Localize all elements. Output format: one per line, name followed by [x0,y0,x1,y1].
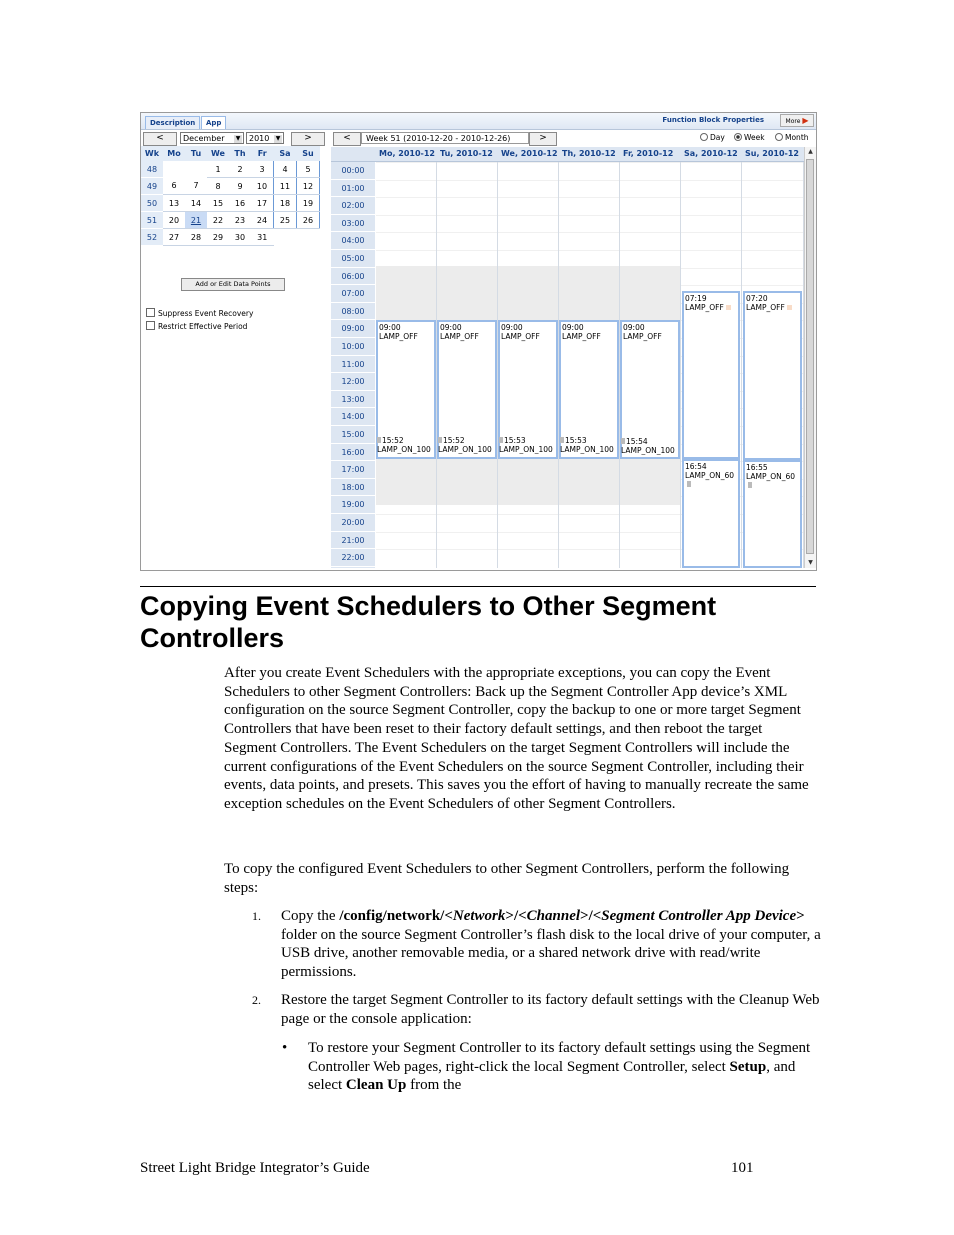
bullet-icon: • [282,1040,288,1056]
calendar-day[interactable]: 21 [185,212,207,229]
day-header: Th, 2010-12 [562,149,616,158]
hour-label: 17:00 [331,461,375,479]
scroll-down-icon[interactable]: ▼ [808,559,813,566]
event-end-time: 15:52 [382,435,404,445]
event-end-label: LAMP_ON_100 [499,445,553,455]
day-column[interactable] [559,162,620,568]
event-start-time: 07:19 [685,293,707,303]
calendar-header-cell: Th [229,146,251,161]
hour-gridline [498,532,558,533]
hour-gridline [559,250,619,251]
schedule-screenshot [140,112,817,571]
week-number[interactable]: 51 [141,212,163,229]
step-text: Copy the [281,908,340,924]
chevron-down-icon: ▼ [275,135,281,142]
radio-label: Week [744,133,765,142]
calendar-grid [141,146,320,246]
event-icon [726,305,731,310]
event-icon [438,437,442,443]
week-label: Week 51 (2010-12-20 - 2010-12-26) [361,132,529,144]
hour-label: 13:00 [331,391,375,409]
hour-gridline [681,215,741,216]
hour-label: 04:00 [331,232,375,250]
path-part: Segment Controller App Device [601,908,797,924]
step-number: 2. [252,993,261,1007]
bullet-1-text [308,1039,813,1095]
calendar-day [163,161,185,178]
event-end-time: 15:53 [504,436,526,446]
hour-gridline [620,549,680,550]
calendar-day[interactable]: 15 [207,195,229,212]
year-value: 2010 [249,134,270,143]
week-number[interactable]: 49 [141,178,163,195]
hour-gridline [742,250,803,251]
hour-gridline [620,180,680,181]
hour-gridline [498,162,558,163]
calendar-day[interactable]: 4 [274,161,297,178]
calendar-week-row [141,178,320,195]
calendar-day [185,161,207,178]
day-column[interactable] [437,162,498,568]
week-grid [376,162,804,568]
view-day-radio[interactable] [700,133,725,142]
event-start-label: LAMP_OFF [501,332,540,342]
hour-gridline [437,250,497,251]
path-part: Network [452,908,506,924]
schedule-event[interactable] [743,291,802,460]
hour-gridline [498,549,558,550]
calendar-header-cell: Fr [251,146,274,161]
calendar-day[interactable]: 14 [185,195,207,212]
calendar-day[interactable]: 26 [297,212,320,229]
month-select[interactable] [180,132,244,144]
hour-gridline [376,549,436,550]
hour-label: 20:00 [331,514,375,532]
hour-label: 11:00 [331,356,375,374]
event-end-label: LAMP_ON_100 [377,444,431,454]
hour-gridline [620,232,680,233]
week-navigation [331,130,816,145]
event-start-label: LAMP_OFF [685,302,724,312]
checkbox-label: Restrict Effective Period [158,322,248,331]
hour-label: 15:00 [331,426,375,444]
event-icon [787,305,792,310]
week-number[interactable]: 50 [141,195,163,212]
hour-gridline [376,514,436,515]
calendar-header-cell: We [207,146,229,161]
hour-gridline [681,285,741,286]
hour-gridline [437,549,497,550]
event-end-time: 15:53 [565,436,587,446]
event-end-label: LAMP_ON_100 [621,445,675,455]
calendar-day[interactable]: 28 [185,229,207,246]
step-number: 1. [252,909,261,923]
event-end-marker[interactable] [438,436,497,454]
day-header: Su, 2010-12 [745,149,799,158]
week-number[interactable]: 52 [141,229,163,246]
calendar-day[interactable]: 10 [251,178,274,195]
event-start-time: 09:00 [562,323,584,333]
calendar-day[interactable]: 6 [163,178,185,195]
hour-gridline [376,232,436,233]
hour-gridline [559,180,619,181]
calendar-header-cell: Su [297,146,320,161]
section-rule [140,586,816,587]
event-end-label: LAMP_ON_100 [438,444,492,454]
steps-intro-paragraph: To copy the configured Event Schedulers to other Segment Controllers, perform the following steps: [224,861,790,896]
hour-gridline [376,180,436,181]
calendar-day[interactable]: 18 [274,195,297,212]
step-1-text [281,907,821,982]
day-column[interactable] [376,162,437,568]
hour-gridline [620,250,680,251]
hour-label: 03:00 [331,215,375,233]
day-column[interactable] [498,162,559,568]
hour-gridline [742,285,803,286]
event-end-label: LAMP_ON_60 [685,471,735,481]
hour-gridline [498,215,558,216]
month-value: December [183,134,225,143]
hour-label: 02:00 [331,197,375,215]
week-number[interactable]: 48 [141,161,163,178]
event-start-label: LAMP_OFF [562,332,601,342]
event-icon [621,438,625,444]
event-end-time: 15:52 [443,435,465,445]
calendar-day[interactable]: 17 [251,195,274,212]
calendar-header-cell: Wk [141,146,163,161]
calendar-day [274,229,297,246]
day-header: Sa, 2010-12 [684,149,738,158]
event-start-label: LAMP_OFF [379,332,418,342]
calendar-day[interactable]: 22 [207,212,229,229]
schedule-event[interactable] [743,460,802,568]
event-start-label: LAMP_OFF [746,303,785,313]
schedule-event[interactable] [682,459,740,568]
hour-gridline [559,215,619,216]
hour-gridline [620,514,680,515]
hour-gridline [559,197,619,198]
view-week-radio[interactable] [734,133,765,142]
calendar-body [141,161,320,246]
day-header: Tu, 2010-12 [440,149,493,158]
path-part: >/< [505,908,527,924]
hour-gridline [742,268,803,269]
scroll-up-icon[interactable]: ▲ [808,148,813,155]
hour-gridline [742,180,803,181]
hour-gridline [437,162,497,163]
calendar-day[interactable]: 31 [251,229,274,246]
function-block-title: Function Block Properties [662,116,764,124]
hour-gridline [498,197,558,198]
calendar-day[interactable]: 30 [229,229,251,246]
hour-gridline [559,232,619,233]
calendar-week-row [141,161,320,178]
calendar-day[interactable]: 9 [229,178,251,195]
calendar-day[interactable]: 2 [229,161,251,178]
hour-label: 16:00 [331,444,375,462]
event-icon [499,437,503,443]
calendar-day[interactable]: 16 [229,195,251,212]
radio-selected-icon [734,133,742,141]
bullet-text: from the [406,1077,462,1094]
event-start-time: 09:00 [440,323,462,333]
hour-gridline [376,197,436,198]
event-icon [377,437,381,443]
hour-label: 10:00 [331,338,375,356]
hour-gridline [498,514,558,515]
radio-label: Day [710,133,725,142]
hour-gridline [559,532,619,533]
hour-gridline [620,532,680,533]
hour-gridline [620,215,680,216]
day-header: We, 2010-12 [501,149,558,158]
arrow-right-icon: ▶ [802,116,809,125]
calendar-day[interactable]: 5 [297,161,320,178]
calendar-day[interactable]: 8 [207,178,229,195]
add-edit-data-points-button[interactable]: Add or Edit Data Points [181,278,285,291]
path-part: >/< [580,908,602,924]
event-end-time: 15:54 [626,436,648,446]
checkbox-label: Suppress Event Recovery [158,309,254,318]
hour-gridline [376,532,436,533]
hour-gridline [559,162,619,163]
event-start-time: 09:00 [379,323,401,333]
checkbox-icon [146,308,155,317]
hour-label: 08:00 [331,303,375,321]
event-end-time: 16:54 [685,462,707,472]
hour-gridline [498,250,558,251]
event-icon [748,482,752,488]
more-button[interactable] [780,114,814,127]
day-column[interactable] [681,162,742,568]
tab-app[interactable]: App [201,116,226,129]
tab-bar [141,113,816,130]
schedule-event[interactable] [682,291,740,460]
hour-gridline [681,232,741,233]
event-end-marker[interactable] [560,436,619,454]
view-month-radio[interactable] [775,133,809,142]
hour-label: 19:00 [331,496,375,514]
hour-label: 21:00 [331,532,375,550]
calendar-day[interactable]: 13 [163,195,185,212]
event-end-label: LAMP_ON_60 [746,471,796,481]
prev-month-button[interactable]: < [143,132,177,146]
more-label: More [785,118,801,125]
hour-gridline [498,180,558,181]
prev-week-button[interactable]: < [333,132,361,146]
hour-gridline [742,232,803,233]
calendar-header-cell: Mo [163,146,185,161]
calendar-day[interactable]: 24 [251,212,274,229]
event-end-label: LAMP_ON_100 [560,445,614,455]
event-end-marker[interactable] [499,436,558,454]
bullet-text: To restore your Segment Controller to its factory default settings using the Segment Controller Web pages, right-click the local Segment Controller, select [308,1040,811,1075]
hour-gridline [559,549,619,550]
hour-column [331,162,375,568]
calendar-day[interactable]: 23 [229,212,251,229]
hour-gridline [437,197,497,198]
hour-label: 09:00 [331,320,375,338]
calendar-day[interactable]: 29 [207,229,229,246]
event-end-marker[interactable] [377,436,436,454]
hour-label: 05:00 [331,250,375,268]
event-start-time: 09:00 [501,323,523,333]
week-day-headers [331,147,815,162]
calendar-day [297,229,320,246]
step-2-text: Restore the target Segment Controller to its factory default settings with the Cleanup Web page or the console application: [281,992,820,1027]
hour-gridline [681,180,741,181]
next-week-button[interactable]: > [529,132,557,146]
hour-label: 06:00 [331,268,375,286]
hour-gridline [681,197,741,198]
event-start-time: 07:20 [746,294,768,304]
intro-paragraph: After you create Event Schedulers with the appropriate exceptions, you can copy the Event Schedulers to other Segment Controllers: Back up the Segment Controller App device’s XML configuration on the source Segment Controller, copy the backup to one or more target Segment Controllers that have been reset to their factory default settings, and then reboot the target Segment Controllers. The Event Schedulers on the target Segment Controllers will include the current configurations of the Event Schedulers on the source Segment Controller, including their events, data points, and presets. This saves you the effort of having to manually recreate the same exception schedules on the Event Schedulers of other Segment Controllers. [224,665,809,812]
calendar-day[interactable]: 7 [185,178,207,195]
event-end-marker[interactable] [621,437,680,455]
hour-label: 18:00 [331,479,375,497]
hour-gridline [437,532,497,533]
hour-label: 01:00 [331,180,375,198]
calendar-day[interactable]: 27 [163,229,185,246]
hour-gridline [742,197,803,198]
hour-gridline [559,514,619,515]
config-path [339,908,804,924]
hour-gridline [376,250,436,251]
event-icon [560,437,564,443]
hour-gridline [376,162,436,163]
radio-icon [775,133,783,141]
ui-term: Clean Up [345,1077,407,1094]
calendar-header-cell: Tu [185,146,207,161]
calendar-day[interactable]: 1 [207,161,229,178]
hour-gridline [376,215,436,216]
page-number: 101 [731,1160,754,1176]
mini-calendar [141,130,331,568]
calendar-week-row [141,212,320,229]
hour-gridline [681,268,741,269]
hour-label: 00:00 [331,162,375,180]
day-column[interactable] [742,162,804,568]
hour-gridline [437,514,497,515]
tab-description[interactable]: Description [145,116,200,129]
radio-icon [700,133,708,141]
section-heading: Copying Event Schedulers to Other Segment Controllers [140,591,717,653]
day-header: Mo, 2010-12 [379,149,435,158]
radio-label: Month [785,133,809,142]
event-start-label: LAMP_OFF [623,332,662,342]
hour-gridline [681,162,741,163]
next-month-button[interactable]: > [291,132,325,146]
calendar-week-row [141,195,320,212]
calendar-week-row [141,229,320,246]
calendar-day[interactable]: 25 [274,212,297,229]
hour-label: 14:00 [331,408,375,426]
calendar-day[interactable]: 19 [297,195,320,212]
year-select[interactable] [246,132,284,144]
vertical-scrollbar[interactable] [804,147,816,568]
calendar-day[interactable]: 3 [251,161,274,178]
calendar-header-cell: Sa [274,146,297,161]
hour-gridline [742,215,803,216]
day-header: Fr, 2010-12 [623,149,674,158]
bullet-text: , and select [308,1058,796,1094]
hour-label: 07:00 [331,285,375,303]
hour-gridline [437,215,497,216]
event-start-time: 09:00 [623,323,645,333]
hour-gridline [620,162,680,163]
hour-label: 12:00 [331,373,375,391]
restrict-effective-period-checkbox[interactable] [146,321,247,332]
event-icon [687,481,691,487]
calendar-header-row [141,146,320,161]
hour-gridline [498,232,558,233]
event-end-time: 16:55 [746,462,768,472]
hour-gridline [437,232,497,233]
event-start-label: LAMP_OFF [440,332,479,342]
calendar-day[interactable]: 11 [274,178,297,195]
suppress-event-recovery-checkbox[interactable] [146,308,253,319]
hour-gridline [437,180,497,181]
path-part: Channel [526,908,581,924]
hour-label: 22:00 [331,549,375,567]
hour-gridline [620,197,680,198]
step-text: folder on the source Segment Controller’s flash disk to the local drive of your computer, a USB drive, another removable media, or a shared network drive with read/write permissions. [281,926,821,981]
ui-term: Setup [729,1058,767,1075]
hour-gridline [681,250,741,251]
day-column[interactable] [620,162,681,568]
footer-title: Street Light Bridge Integrator’s Guide [140,1160,370,1176]
chevron-down-icon: ▼ [235,135,241,142]
calendar-day[interactable]: 12 [297,178,320,195]
scrollbar-thumb[interactable] [806,159,814,554]
path-part: /config/network/< [339,908,453,924]
checkbox-icon [146,321,155,330]
path-part: > [796,908,805,924]
hour-gridline [742,162,803,163]
calendar-day[interactable]: 20 [163,212,185,229]
